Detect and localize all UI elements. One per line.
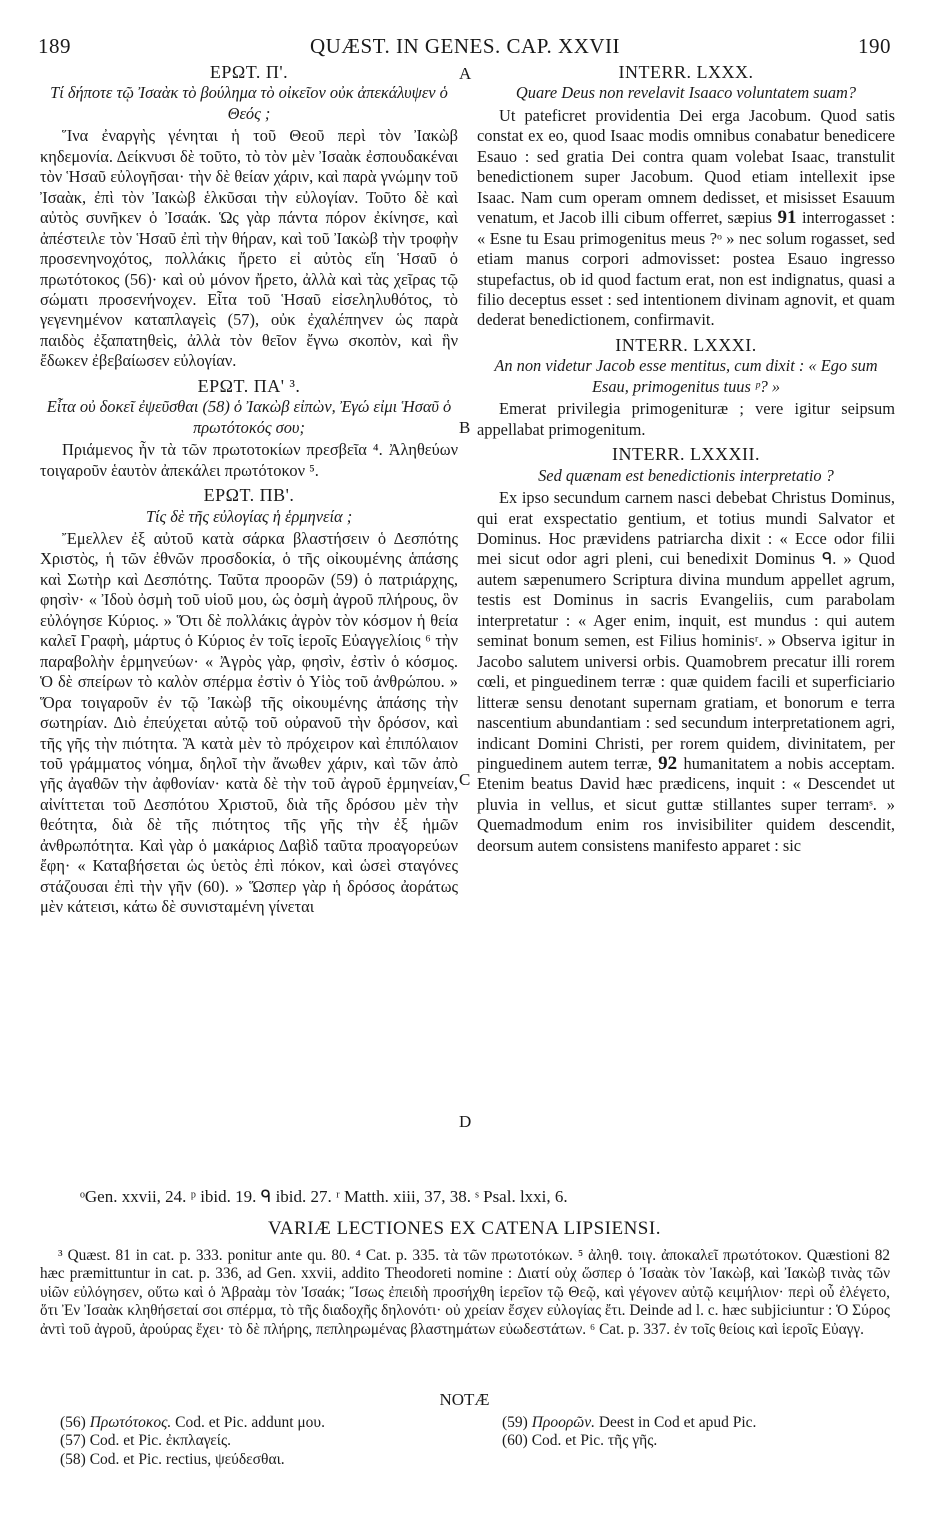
paragraph-text: ΕΡΩΤ. Π'. [209,62,289,82]
paragraph-text: Τί δήποτε τῷ Ἰσαὰκ τὸ βούλημα τὸ οἰκεῖον οὐκ ἀπεκάλυψεν ὁ Θεός ; [50,83,448,123]
migne-column-number: 92 [651,752,684,774]
paragraph-text: Τίς δὲ τῆς εὐλογίας ἡ ἑρμηνεία ; [145,506,353,526]
question-heading [477,335,895,355]
nota-item [502,1414,902,1432]
paragraph-text: INTERR. LXXXII. [612,444,760,465]
paragraph-text: INTERR. LXXXI. [615,334,757,355]
nota-text: Cod. et Pic. ἐκπλαγείς. [89,1432,231,1450]
scripture-references: ᵒGen. xxvii, 24. ᵖ ibid. 19. ᑫ ibid. 27. ʳ Matth. xiii, 37, 38. ˢ Psal. lxxi, 6. [80,1187,568,1206]
answer-paragraph [477,488,895,856]
nota-number: (57) [60,1432,90,1450]
nota-number: (56) [60,1414,90,1431]
page-number-right: 190 [858,34,891,58]
margin-mark-c: C [459,770,471,789]
question-text [40,397,458,438]
margin-mark-d: D [459,1112,472,1131]
paragraph-text: Sed quænam est benedictionis interpretatio ? [538,465,834,485]
answer-paragraph [40,126,458,371]
paragraph-text: Εἶτα οὐ δοκεῖ ἐψεῦσθαι (58) ὁ Ἰακὼβ εἰπὼν, Ἐγώ εἰμι Ἡσαῦ ὁ πρωτότοκός σου; [46,397,452,437]
question-heading [477,444,895,464]
nota-text: Cod. et Pic. rectius, ψεύδεσθαι. [89,1450,285,1468]
latin-column [477,62,895,856]
notae-right [502,1414,902,1451]
question-text [477,356,895,397]
question-heading [40,62,458,82]
paragraph-text: INTERR. LXXX. [618,62,754,82]
nota-lemma: Προορῶν. [531,1414,599,1431]
paragraph-text: ΕΡΩΤ. ΠΑ' ³. [197,375,301,396]
question-heading [40,376,458,396]
paragraph-text: Emerat privilegia primogenituræ ; vere igitur seipsum appellabat primogenitum. [477,399,895,439]
greek-column [40,62,458,918]
nota-lemma: Πρωτότοκος. [89,1414,176,1431]
nota-text: Deest in Cod et apud Pic. [598,1414,757,1431]
nota-number: (59) [502,1414,532,1431]
nota-item [60,1432,480,1450]
question-text [40,83,458,124]
answer-paragraph [477,399,895,440]
nota-text: Cod. et Pic. τῆς γῆς. [531,1432,658,1450]
migne-column-number: 91 [772,207,802,229]
nota-item [60,1451,480,1469]
question-heading [477,62,895,82]
nota-item [502,1432,902,1450]
question-heading [40,485,458,505]
nota-number: (58) [60,1450,90,1468]
nota-text: Cod. et Pic. addunt μου. [175,1414,325,1431]
notae-left [60,1414,480,1469]
answer-paragraph [40,440,458,481]
margin-mark-a: A [459,64,472,83]
question-text [477,83,895,103]
running-title: QUÆST. IN GENES. CAP. XXVII [310,34,621,58]
question-text [477,466,895,486]
paragraph-continuation: humanitatem a nobis acceptam. Etenim beatus David hæc prædicens, inquit : « Descendet ut pluvia in vellus, et sicut guttæ stillantes super terramˢ. » Quemadmodum enim ros invisibiliter quidem descendit, deorsum autem consistens manifesto apparet : sic [477,753,895,855]
paragraph-continuation: interrogasset : « Esne tu Esau primogenitus meus ?ᵒ » nec solum rogasset, sed etiam manus corpori admovisset: postea Esauo ingresso stupefactus, ob id quod factum erat, non est indignatus, quasi a filio deceptus esset : sed intentionem divinam agnovit, et quam dederat benedictionem, confirmavit. [477,208,896,330]
paragraph-text: ΕΡΩΤ. ΠΒ'. [203,485,295,506]
paragraph-text: Πριάμενος ἦν τὰ τῶν πρωτοτοκίων πρεσβεῖα ⁴. Ἀληθεύων τοιγαροῦν ἑαυτὸν ἀπεκάλει πρωτότοκον ⁵. [40,440,458,480]
page-number-left: 189 [38,34,71,58]
nota-item [60,1414,480,1432]
paragraph-text: Ἔμελλεν ἐξ αὐτοῦ κατὰ σάρκα βλαστήσειν ὁ Δεσπότης Χριστὸς, ἡ τῶν ἐθνῶν προσδοκία, ὁ τῆς οἰκουμένης ἁπάσης καὶ Σωτὴρ καὶ Δεσπότης. Ταῦτα προορῶν (59) ὁ πατριάρχης, φησὶν· « Ἰδοὺ ὀσμὴ τοῦ υἱοῦ μου, ὡς ὀσμὴ ἀγροῦ πλήρους, ὃν εὐλόγησε Κύριος. » Ὅτι δὲ πολλάκις ἀγρὸν τὸν κόσμον ἡ θεία καλεῖ Γραφὴ, μάρτυς ὁ Κύριος ἐν τοῖς ἱεροῖς Εὐαγγελίοις ⁶ τὴν παραβολὴν ἑρμηνεύων· « Ἀγρὸς γὰρ, φησὶν, ἐστὶν ὁ κόσμος. Ὁ δὲ σπείρων τὸ καλὸν σπέρμα ἐστὶν ὁ Υἱὸς τοῦ ἀνθρώπου. » Ὅρα τοιγαροῦν ἐν τῷ Ἰακὼβ τῆς οἰκουμένης ἁπάσης τὴν σωτηρίαν. Διὸ ἐπεύχεται αὐτῷ τοῦ οὐρανοῦ τὴν δρόσον, καὶ τῆς γῆς τὴν πιότητα. Ἃ κατὰ μὲν τὸ πρόχειρον καὶ ἐπιπόλαιον τοῦ γράμματος νόημα, δηλοῖ τὴν ἄνωθεν χάριν, καὶ τῶν ἀπὸ γῆς ἀγαθῶν τὴν ἀφθονίαν· κατὰ δὲ τὴν τοῦ ἀγροῦ ἑρμηνείαν, αἰνίττεται τοῦ Δεσπότου Χριστοῦ, διὰ τῆς δρόσου μὲν τὴν θεότητα, διὰ δὲ τῆς πιότητος τῆς γῆς τὴν ἐξ ἡμῶν ἀνθρωπότητα. Καὶ γὰρ ὁ μακάριος Δαβὶδ ταῦτα προαγορεύων ἔφη· « Καταβήσεται ὡς ὑετὸς ἐπὶ πόκον, καὶ ὡσεὶ σταγόνες στάζουσαι ἐπὶ τὴν γῆν (60). » Ὥσπερ γὰρ ἡ δρόσος ἀοράτως μὲν κάτεισι, κάτω δὲ συνισταμένη γίνεται [40,528,458,917]
paragraph-text: Ex ipso secundum carnem nasci debebat Christus Dominus, qui erat exspectatio gentium, et totius mundi Salvator et Dominus. Hoc prævidens patriarcha dixit : « Ecce odor filii mei sicut odor agri pleni, cui benedixit Dominus ᑫ. » Quod autem sæpenumero Scriptura divina mundum appellet agrum, testis est Dominus in sacris Evangeliis, cum parabolam interpretatur : « Ager enim, inquit, est mundus : qui autem seminat bonum semen, est Filius hominisʳ. » Observa igitur in Jacobo salutem universi orbis. Quamobrem precatur illi rorem cœli, et pinguedinem terræ : quæ quidem facili et superficiario litteræ sensu denotant supernam gratiam, et bonorum e terra nascentium abundantiam : sed secundum interpretationem agri, indicant Domini Christi, per rorem quidem, divinitatem, per pinguedinem autem terræ, [477,488,895,773]
nota-number: (60) [502,1432,532,1450]
question-text [40,507,458,527]
variae-lectiones [40,1247,890,1339]
margin-mark-b: B [459,418,471,437]
paragraph-text: Ut pateficret providentia Dei erga Jacobum. Quod satis constat ex eo, quod Isaac modis omnibus conabatur benedicere Esauo : sed gratia Dei contra quam volebat Isaac, transtulit benedictionem super Jacobum. Quod etiam intellexit ipse Isaac. Nam cum operam omnem dedisset, et misisset Esauum venatum, et Jacob illi cibum offerret, sæpius [477,105,895,228]
variae-lectiones-title: VARIÆ LECTIONES EX CATENA LIPSIENSI. [268,1218,661,1239]
answer-paragraph [477,106,895,331]
paragraph-text: Quare Deus non revelavit Isaaco voluntatem suam? [515,83,857,103]
notae-title: NOTÆ [439,1390,490,1409]
variae-text: ³ Quæst. 81 in cat. p. 333. ponitur ante qu. 80. ⁴ Cat. p. 335. τὰ τῶν πρωτοτόκων. ⁵ ἀληθ. τοιγ. ἀποκαλεῖ πρωτότοκον. Quæstioni 82 hæc præmittuntur in cat. p. 336, ad Gen. xxvii, addito Theodoreti nomine : Διατί οὐχ ὥσπερ ὁ Ἰσαὰκ τὸν Ἰακὼβ, καὶ Ἰακὼβ τινὰς τῶν υἱῶν εὐλόγησεν, οὕτω καὶ ὁ Ἀβραὰμ τὸν Ἰσαάκ; Ἴσως ἐπειδὴ προσήχθη ἱερεῖον τῷ Θεῷ, καὶ γέγονεν αὐτῷ κειμήλιον· περὶ οὗ ἐλέγετο, ὅτι Ἐν Ἰσαὰκ κληθήσεταί σοι σπέρμα, τὸ τῆς διαδοχῆς δηλονότι· οὐ χρείαν ἔσχεν εὐλογίας ἔτι. Deinde ad l. c. hæc subjiciuntur : Ὁ Σύρος ἀντὶ τοῦ ἀγροῦ, ἀρούρας ἔχει· τὸ δὲ πλήρης, πεπληρωμένας βλαστημάτων εὐωδεστάτων. ⁶ Cat. p. 337. ἐν τοῖς θείοις καὶ ἱεροῖς Εὐαγγ. [40,1247,890,1338]
paragraph-text: An non videtur Jacob esse mentitus, cum dixit : « Ego sum Esau, primogenitus tuus ᵖ? » [494,356,878,396]
answer-paragraph [40,529,458,918]
paragraph-text: Ἵνα ἐναργὴς γένηται ἡ τοῦ Θεοῦ περὶ τὸν Ἰακὼβ κηδεμονία. Δείκνυσι δὲ τοῦτο, τὸ τὸν μὲν Ἰσαὰκ ἐσπουδακέναι τὸν Ἡσαῦ εὐλογῆσαι· τὴν δὲ θείαν χάριν, καὶ παρὰ γνώμην τοῦ Ἰσαὰκ, ἐπὶ τὸν Ἰακὼβ ἑλκῦσαι τὴν εὐλογίαν. Τοῦτο δὲ καὶ αὐτὸς συνῆκεν ὁ Ἰσαάκ. Ὡς γὰρ πάντα πόρον ἐκίνησε, καὶ ἀπέστειλε τὸν Ἡσαῦ ἐπὶ τὴν θήραν, καὶ τοῦ Ἰακὼβ τὴν τροφὴν προσενηνοχότος, πολλάκις ἤρετο εἰ αὐτὸς εἴη Ἡσαῦ ὁ πρωτότοκος (56)· καὶ οὐ μόνον ἤρετο, ἀλλὰ καὶ τὰς χεῖρας τῷ σώματι προσενήνοχεν. Εἶτα τοῦ Ἡσαῦ εἰσεληλυθότος, τὸ γεγενημένον καταπλαγεὶς (57), οὐκ ἐχαλέπηνεν ὡς παρὰ παιδὸς ἐξαπατηθεὶς, ἀλλὰ τὸν θεῖον ἔγνω σκοπὸν, καὶ ἣν ἔδωκεν ἐβεβαίωσεν εὐλογίαν. [40,126,458,371]
